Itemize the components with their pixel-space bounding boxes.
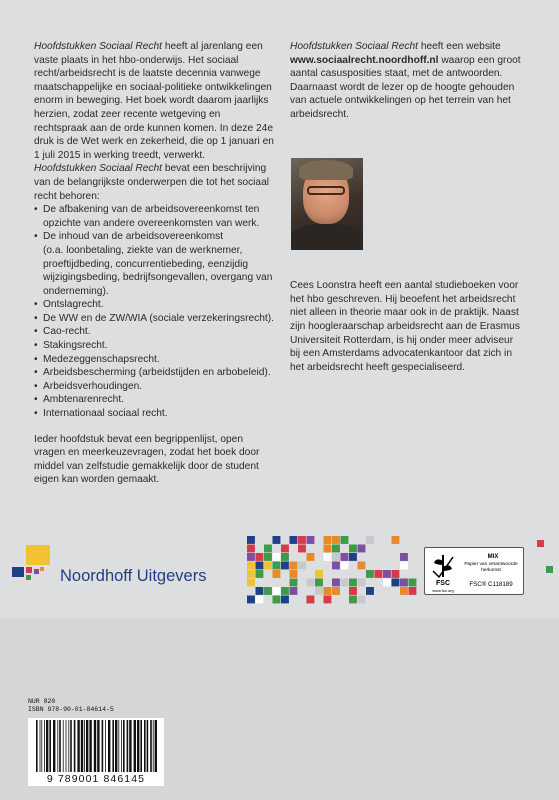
mosaic-tile (281, 587, 289, 595)
mosaic-tile (392, 579, 400, 587)
barcode-bar (108, 720, 110, 772)
mosaic-tile (273, 553, 281, 561)
mosaic-tile (366, 536, 374, 544)
barcode-bar (134, 720, 136, 772)
mosaic-tile (264, 545, 272, 553)
list-item: • Medezeggenschapsrecht. (34, 353, 276, 367)
barcode-bar (40, 720, 41, 772)
barcode-bar (155, 720, 157, 772)
left-text-column (34, 40, 276, 487)
mosaic-tile (341, 562, 349, 570)
barcode-bar (41, 720, 42, 772)
barcode-bar (127, 720, 129, 772)
mosaic-tile (332, 579, 340, 587)
mosaic-tile (332, 587, 340, 595)
topic-list (34, 203, 276, 421)
barcode-bar (46, 720, 48, 772)
barcode-bar (59, 720, 61, 772)
mosaic-tile (349, 579, 357, 587)
barcode-bar (150, 720, 152, 772)
mosaic-tile (409, 579, 417, 587)
mosaic-tile (400, 587, 408, 595)
mosaic-tile (383, 579, 391, 587)
mosaic-tile (349, 545, 357, 553)
barcode-graphic (28, 718, 164, 774)
list-item-detail: (o.a. loonbetaling, ziekte van de werknemer, proeftijdbeding, concurrentiebeding, eenzijdig wijzigingsbeding, bedrijfsongevallen, overgang van onderneming). (43, 244, 273, 297)
website-paragraph: Hoofdstukken Sociaal Recht heeft een website www.sociaalrecht.noordhoff.nl waarop een groot aantal casusposities staat, met de antwoorden. Daarnaast wordt de lezer op de hoogte gehouden van actuele ontwikkelingen op het terrein van het arbeidsrecht. (290, 41, 521, 120)
list-item: • Ontslagrecht. (34, 298, 276, 312)
website-url: www.sociaalrecht.noordhoff.nl (290, 54, 439, 66)
mosaic-tile (290, 587, 298, 595)
mosaic-tile (247, 596, 255, 604)
mosaic-tile (324, 587, 332, 595)
fsc-code: FSC® C118189 (469, 581, 513, 588)
mosaic-tile (281, 562, 289, 570)
mosaic-tile (273, 570, 281, 578)
mosaic-tile (358, 545, 366, 553)
color-mosaic (247, 536, 417, 604)
fsc-url: www.fsc.org (432, 588, 454, 593)
right-text-column (290, 40, 526, 122)
mosaic-tile (256, 570, 264, 578)
publisher-logo (12, 545, 242, 585)
mosaic-tile (324, 596, 332, 604)
barcode-bar (94, 720, 96, 772)
mosaic-tile (298, 536, 306, 544)
mosaic-tile (281, 545, 289, 553)
mosaic-tile (400, 562, 408, 570)
mosaic-tile (290, 570, 298, 578)
barcode-bar (153, 720, 154, 772)
author-photo (291, 158, 363, 250)
mosaic-tile (366, 587, 374, 595)
tree-check-icon (431, 553, 455, 579)
mosaic-tile (264, 587, 272, 595)
barcode-bar (57, 720, 58, 772)
decorative-square (546, 566, 553, 573)
mosaic-tile (341, 579, 349, 587)
mosaic-tile (332, 536, 340, 544)
barcode-digits: 9 789001 846145 (28, 772, 164, 786)
mosaic-tile (273, 587, 281, 595)
mosaic-tile (358, 579, 366, 587)
list-item: • De inhoud van de arbeidsovereenkomst (34, 230, 276, 244)
mosaic-tile (264, 562, 272, 570)
barcode-bar (53, 720, 55, 772)
list-item: • Cao-recht. (34, 325, 276, 339)
mosaic-tile (247, 545, 255, 553)
mosaic-tile (290, 562, 298, 570)
barcode-bar (115, 720, 117, 772)
fsc-mix: MIX (487, 554, 499, 560)
mosaic-tile (324, 553, 332, 561)
barcode-bar (81, 720, 83, 772)
barcode-bar (63, 720, 64, 772)
barcode-bar (49, 720, 51, 772)
barcode-bar (137, 720, 139, 772)
mosaic-tile (324, 536, 332, 544)
mosaic-tile (315, 587, 323, 595)
barcode-bar (97, 720, 99, 772)
barcode-bar (144, 720, 146, 772)
contents-intro (34, 162, 276, 203)
mosaic-tile (375, 570, 383, 578)
publisher-logo-mark (12, 545, 54, 585)
list-item: • Internationaal sociaal recht. (34, 407, 276, 421)
mosaic-tile (341, 536, 349, 544)
barcode-bar (118, 720, 119, 772)
barcode-bar (70, 720, 72, 772)
list-item: • De afbakening van de arbeidsovereenkomst ten opzichte van andere overeenkomsten van werk. (34, 203, 276, 230)
barcode-bar (123, 720, 125, 772)
barcode-bar (77, 720, 79, 772)
mosaic-tile (290, 536, 298, 544)
fsc-label: FSC (436, 580, 450, 587)
mosaic-tile (349, 587, 357, 595)
mosaic-tile (256, 562, 264, 570)
mosaic-tile (247, 553, 255, 561)
mosaic-tile (256, 596, 264, 604)
barcode-bar (121, 720, 122, 772)
mosaic-tile (273, 596, 281, 604)
barcode-bar (66, 720, 67, 772)
book-title-italic: Hoofdstukken Sociaal Recht (290, 41, 418, 52)
nur-code: NUR 820 (28, 698, 56, 705)
mosaic-tile (290, 579, 298, 587)
book-title-italic: Hoofdstukken Sociaal Recht (34, 163, 162, 175)
mosaic-tile (247, 536, 255, 544)
barcode-bar (89, 720, 91, 772)
list-item: • De WW en de ZW/WIA (sociale verzekeringsrecht). (34, 312, 276, 326)
barcode-area (28, 698, 164, 786)
mosaic-tile (307, 553, 315, 561)
isbn: ISBN 978-90-01-84614-5 (28, 706, 114, 713)
publisher-name: Noordhoff Uitgevers (60, 567, 207, 585)
mosaic-tile (332, 545, 340, 553)
mosaic-tile (324, 545, 332, 553)
mosaic-tile (281, 596, 289, 604)
barcode-bar (112, 720, 114, 772)
barcode-bar (74, 720, 76, 772)
mosaic-tile (307, 596, 315, 604)
mosaic-tile (349, 596, 357, 604)
mosaic-tile (298, 562, 306, 570)
mosaic-tile (247, 562, 255, 570)
mosaic-tile (341, 553, 349, 561)
list-item: • Arbeidsverhoudingen. (34, 380, 276, 394)
mosaic-tile (400, 579, 408, 587)
mosaic-tile (307, 536, 315, 544)
barcode-bar (147, 720, 149, 772)
mosaic-tile (247, 570, 255, 578)
closing-paragraph: Ieder hoofdstuk bevat een begrippenlijst, open vragen en meerkeuzevragen, zodat het boek door middel van zelfstudie gemakkelijk door de student eigen kan worden gemaakt. (34, 433, 260, 486)
list-item: • Ambtenarenrecht. (34, 393, 276, 407)
barcode-bar (102, 720, 104, 772)
mosaic-tile (392, 570, 400, 578)
fsc-logo (424, 547, 524, 595)
barcode-bar (129, 720, 131, 772)
mosaic-tile (247, 579, 255, 587)
mosaic-tile (358, 596, 366, 604)
mosaic-tile (264, 553, 272, 561)
barcode-bar (140, 720, 142, 772)
barcode-bar (105, 720, 106, 772)
intro-paragraph (34, 40, 276, 162)
barcode-bar (84, 720, 85, 772)
author-bio: Cees Loonstra heeft een aantal studieboeken voor het hbo geschreven. Hij beoefent het arbeidsrecht niet alleen in theorie maar ook in de praktijk. Naast zijn hoogleraarschap arbeidsrecht aan de Erasmus Universiteit Rotterdam, is hij onder meer adviseur bij een Amsterdams advocatenkantoor dat zich in het arbeidsrecht heeft gespecialiseerd. (290, 280, 520, 373)
mosaic-tile (358, 562, 366, 570)
barcode-bar (68, 720, 69, 772)
mosaic-tile (400, 553, 408, 561)
barcode-bar (44, 720, 45, 772)
mosaic-tile (383, 570, 391, 578)
mosaic-tile (332, 553, 340, 561)
intro-text: heeft al jarenlang een vaste plaats in het hbo-onderwijs. Het sociaal recht/arbeidsrecht is de laatste decennia vanwege maatschappelijke en sociaal-politieke ontwikkelingen enorm in beweging. Het boek wordt daarom jaarlijks herzien, zodat zeer recente wetgeving en rechtspraak aan de orde kunnen komen. In deze 24e druk is de Wet werk en zekerheid, die op 1 januari en 1 juli 2015 in werking treedt, verwerkt. (34, 41, 274, 161)
mosaic-tile (332, 562, 340, 570)
mosaic-graphic (247, 536, 417, 604)
mosaic-tile (273, 562, 281, 570)
mosaic-tile (392, 536, 400, 544)
mosaic-tile (298, 545, 306, 553)
mosaic-tile (281, 553, 289, 561)
mosaic-tile (315, 579, 323, 587)
mosaic-tile (307, 579, 315, 587)
mosaic-tile (349, 553, 357, 561)
mosaic-tile (366, 570, 374, 578)
mosaic-tile (409, 587, 417, 595)
mosaic-tile (256, 553, 264, 561)
decorative-square (537, 540, 544, 547)
list-item: • Stakingsrecht. (34, 339, 276, 353)
mosaic-tile (315, 570, 323, 578)
barcode-bar (86, 720, 88, 772)
book-title-italic: Hoofdstukken Sociaal Recht (34, 41, 162, 52)
fsc-mix-subtitle: Papier van verantwoorde herkomst (464, 562, 518, 573)
list-item: • Arbeidsbescherming (arbeidstijden en arbobeleid). (34, 366, 276, 380)
contents-text: bevat een beschrijving van de belangrijkste onderwerpen die tot het sociaal recht behoren: (34, 163, 270, 202)
mosaic-tile (273, 536, 281, 544)
barcode-bar (36, 720, 38, 772)
mosaic-tile (256, 587, 264, 595)
